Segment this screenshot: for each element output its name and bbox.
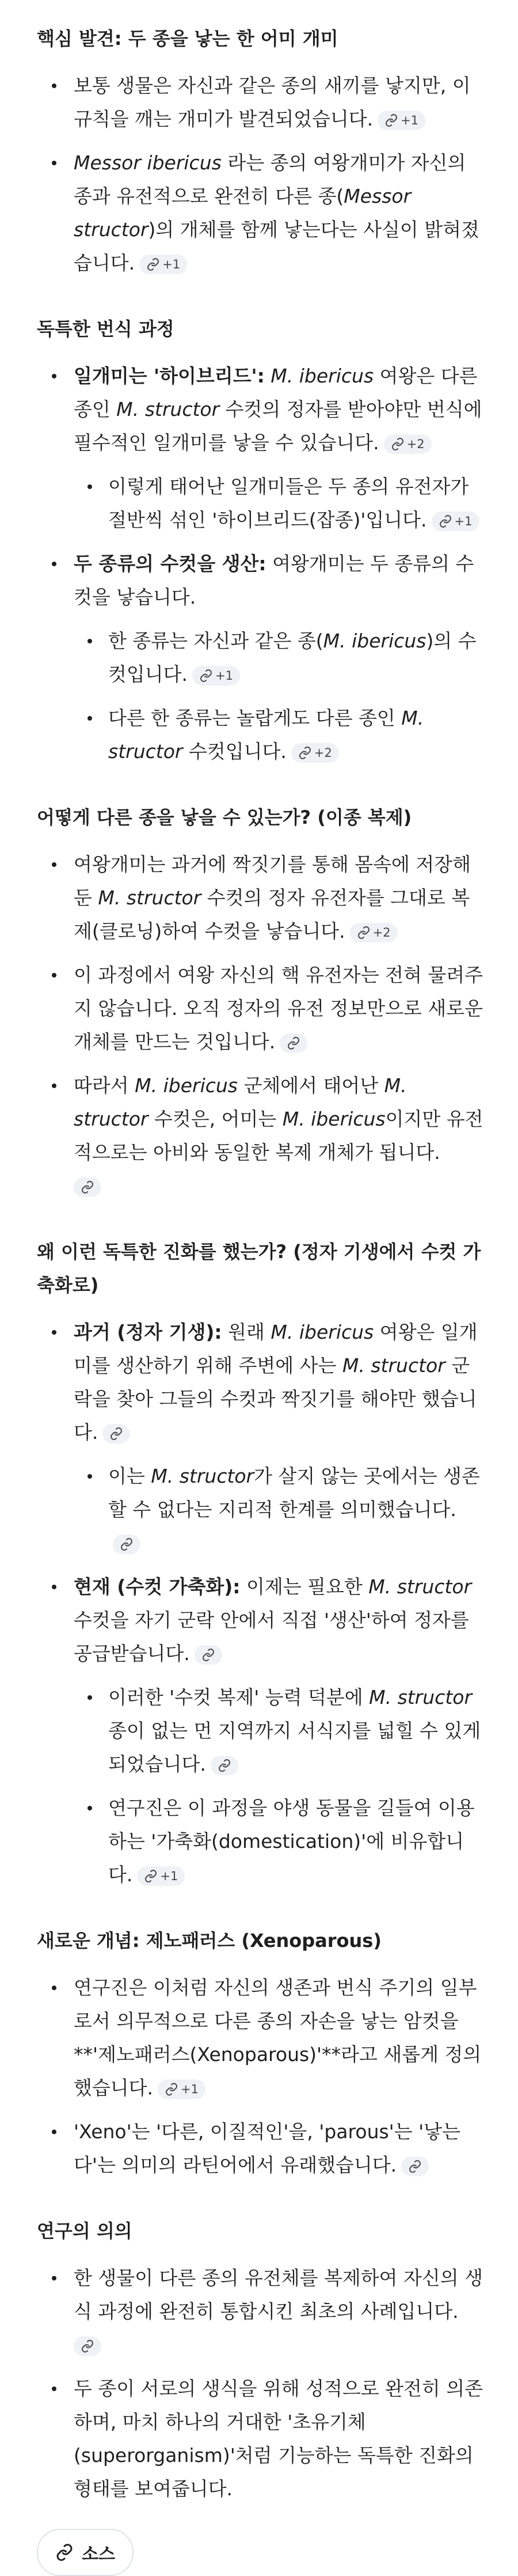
link-icon bbox=[408, 2160, 422, 2173]
citation-chip[interactable]: +1 bbox=[158, 2079, 205, 2099]
link-icon bbox=[357, 926, 371, 940]
section-reproduction bbox=[37, 312, 485, 768]
list-item: 현재 (수컷 가축화): 이제는 필요한 M. structor 수컷을 자기 군락 안에서 직접 '생산'하여 정자를 공급받습니다. bbox=[37, 1570, 485, 1670]
section-heading: 새로운 개념: 제노패러스 (Xenoparous) bbox=[37, 1930, 382, 1952]
list-item: 연구진은 이처럼 자신의 생존과 번식 주기의 일부로서 의무적으로 다른 종의 자손을 낳는 암컷을 **'제노패러스(Xenoparous)'**라고 새롭게 정의했습니다. +1 bbox=[37, 1971, 485, 2105]
sub-list-item: 이렇게 태어난 일개미들은 두 종의 유전자가 절반씩 섞인 '하이브리드(잡종)'입니다. +1 bbox=[37, 470, 485, 537]
link-icon bbox=[201, 1648, 215, 1662]
sources-button[interactable] bbox=[37, 2529, 134, 2576]
list-item: 따라서 M. ibericus 군체에서 태어난 M. structor 수컷은, 어미는 M. ibericus이지만 유전적으로는 아비와 동일한 복제 개체가 됩니다. bbox=[37, 1069, 485, 1203]
link-icon bbox=[165, 2082, 178, 2096]
citation-chip[interactable] bbox=[74, 1177, 101, 1197]
link-icon bbox=[55, 2543, 74, 2562]
list-item: 보통 생물은 자신과 같은 종의 새끼를 낳지만, 이 규칙을 깨는 개미가 발견되었습니다. +1 bbox=[37, 69, 485, 136]
section-xenoparous bbox=[37, 1924, 485, 2182]
citation-chip[interactable]: +1 bbox=[192, 666, 240, 685]
citation-chip[interactable]: +1 bbox=[378, 111, 425, 130]
citation-chip[interactable]: +1 bbox=[137, 1866, 185, 1886]
section-heading: 연구의 의의 bbox=[37, 2220, 132, 2242]
link-icon bbox=[144, 1869, 158, 1883]
link-icon bbox=[199, 669, 213, 683]
sub-list-item: 이러한 '수컷 복제' 능력 덕분에 M. structor 종이 없는 먼 지역까지 서식지를 넓힐 수 있게 되었습니다. bbox=[37, 1681, 485, 1781]
link-icon bbox=[218, 1759, 231, 1772]
sub-list-item: 연구진은 이 과정을 야생 동물을 길들여 이용하는 '가축화(domestication)'에 비유합니다. +1 bbox=[37, 1791, 485, 1892]
citation-chip[interactable] bbox=[113, 1535, 140, 1554]
citation-chip[interactable] bbox=[195, 1645, 222, 1665]
list-item: 'Xeno'는 '다른, 이질적인'을, 'parous'는 '낳는다'는 의미의 라틴어에서 유래했습니다. bbox=[37, 2115, 485, 2182]
sources-label: 소스 bbox=[82, 2544, 115, 2564]
sub-list-item: 다른 한 종류는 놀랍게도 다른 종인 M. structor 수컷입니다. +2 bbox=[37, 702, 485, 768]
citation-chip[interactable] bbox=[74, 2336, 101, 2356]
section-heading: 핵심 발견: 두 종을 낳는 한 어미 개미 bbox=[37, 28, 338, 50]
link-icon bbox=[384, 113, 398, 127]
section-heading: 어떻게 다른 종을 낳을 수 있는가? (이종 복제) bbox=[37, 806, 412, 828]
list-item: 두 종류의 수컷을 생산: 여왕개미는 두 종류의 수컷을 낳습니다. bbox=[37, 547, 485, 614]
citation-chip[interactable]: +2 bbox=[384, 434, 432, 454]
list-item: 일개미는 '하이브리드': M. ibericus 여왕은 다른 종인 M. structor 수컷의 정자를 받아야만 번식에 필수적인 일개미를 낳을 수 있습니다. +2 bbox=[37, 359, 485, 460]
link-icon bbox=[120, 1537, 134, 1551]
citation-chip[interactable] bbox=[401, 2157, 429, 2176]
link-icon bbox=[439, 514, 452, 528]
list-item: 여왕개미는 과거에 짝짓기를 통해 몸속에 저장해 둔 M. structor 수컷의 정자 유전자를 그대로 복제(클로닝)하여 수컷을 낳습니다. +2 bbox=[37, 848, 485, 948]
link-icon bbox=[81, 2339, 94, 2353]
section-evolution bbox=[37, 1235, 485, 1892]
citation-chip[interactable]: +1 bbox=[139, 255, 187, 274]
link-icon bbox=[109, 1427, 123, 1441]
list-item: 이 과정에서 여왕 자신의 핵 유전자는 전혀 물려주지 않습니다. 오직 정자의 유전 정보만으로 새로운 개체를 만드는 것입니다. bbox=[37, 959, 485, 1059]
section-heading: 독특한 번식 과정 bbox=[37, 318, 174, 340]
list-item: Messor ibericus 라는 종의 여왕개미가 자신의 종과 유전적으로 완전히 다른 종(Messor structor)의 개체를 함께 낳는다는 사실이 밝혀졌습니다. +1 bbox=[37, 146, 485, 280]
link-icon bbox=[81, 1180, 94, 1194]
citation-chip[interactable]: +2 bbox=[291, 743, 339, 763]
sub-list-item: 이는 M. structor가 살지 않는 곳에서는 생존할 수 없다는 지리적 한계를 의미했습니다. bbox=[37, 1460, 485, 1560]
citation-chip[interactable] bbox=[102, 1424, 130, 1444]
section-cloning bbox=[37, 801, 485, 1203]
list-item: 과거 (정자 기생): 원래 M. ibericus 여왕은 일개미를 생산하기 위해 주변에 사는 M. structor 군락을 찾아 그들의 수컷과 짝짓기를 해야만 했습니다. bbox=[37, 1316, 485, 1449]
section-core-discovery bbox=[37, 22, 485, 280]
list-item: 두 종이 서로의 생식을 위해 성적으로 완전히 의존하며, 마치 하나의 거대한 '초유기체(superorganism)'처럼 기능하는 독특한 진화의 형태를 보여줍니다. bbox=[37, 2372, 485, 2506]
section-significance bbox=[37, 2214, 485, 2506]
citation-chip[interactable]: +2 bbox=[350, 923, 398, 942]
link-icon bbox=[146, 257, 160, 271]
citation-chip[interactable] bbox=[211, 1756, 238, 1775]
sub-list-item: 한 종류는 자신과 같은 종(M. ibericus)의 수컷입니다. +1 bbox=[37, 624, 485, 691]
citation-chip[interactable]: +1 bbox=[432, 512, 479, 531]
link-icon bbox=[287, 1036, 300, 1050]
section-heading: 왜 이런 독특한 진화를 했는가? (정자 기생에서 수컷 가축화로) bbox=[37, 1241, 481, 1296]
citation-chip[interactable] bbox=[280, 1033, 307, 1053]
list-item: 한 생물이 다른 종의 유전체를 복제하여 자신의 생식 과정에 완전히 통합시킨 최초의 사례입니다. bbox=[37, 2261, 485, 2362]
link-icon bbox=[391, 437, 405, 451]
link-icon bbox=[298, 746, 312, 760]
